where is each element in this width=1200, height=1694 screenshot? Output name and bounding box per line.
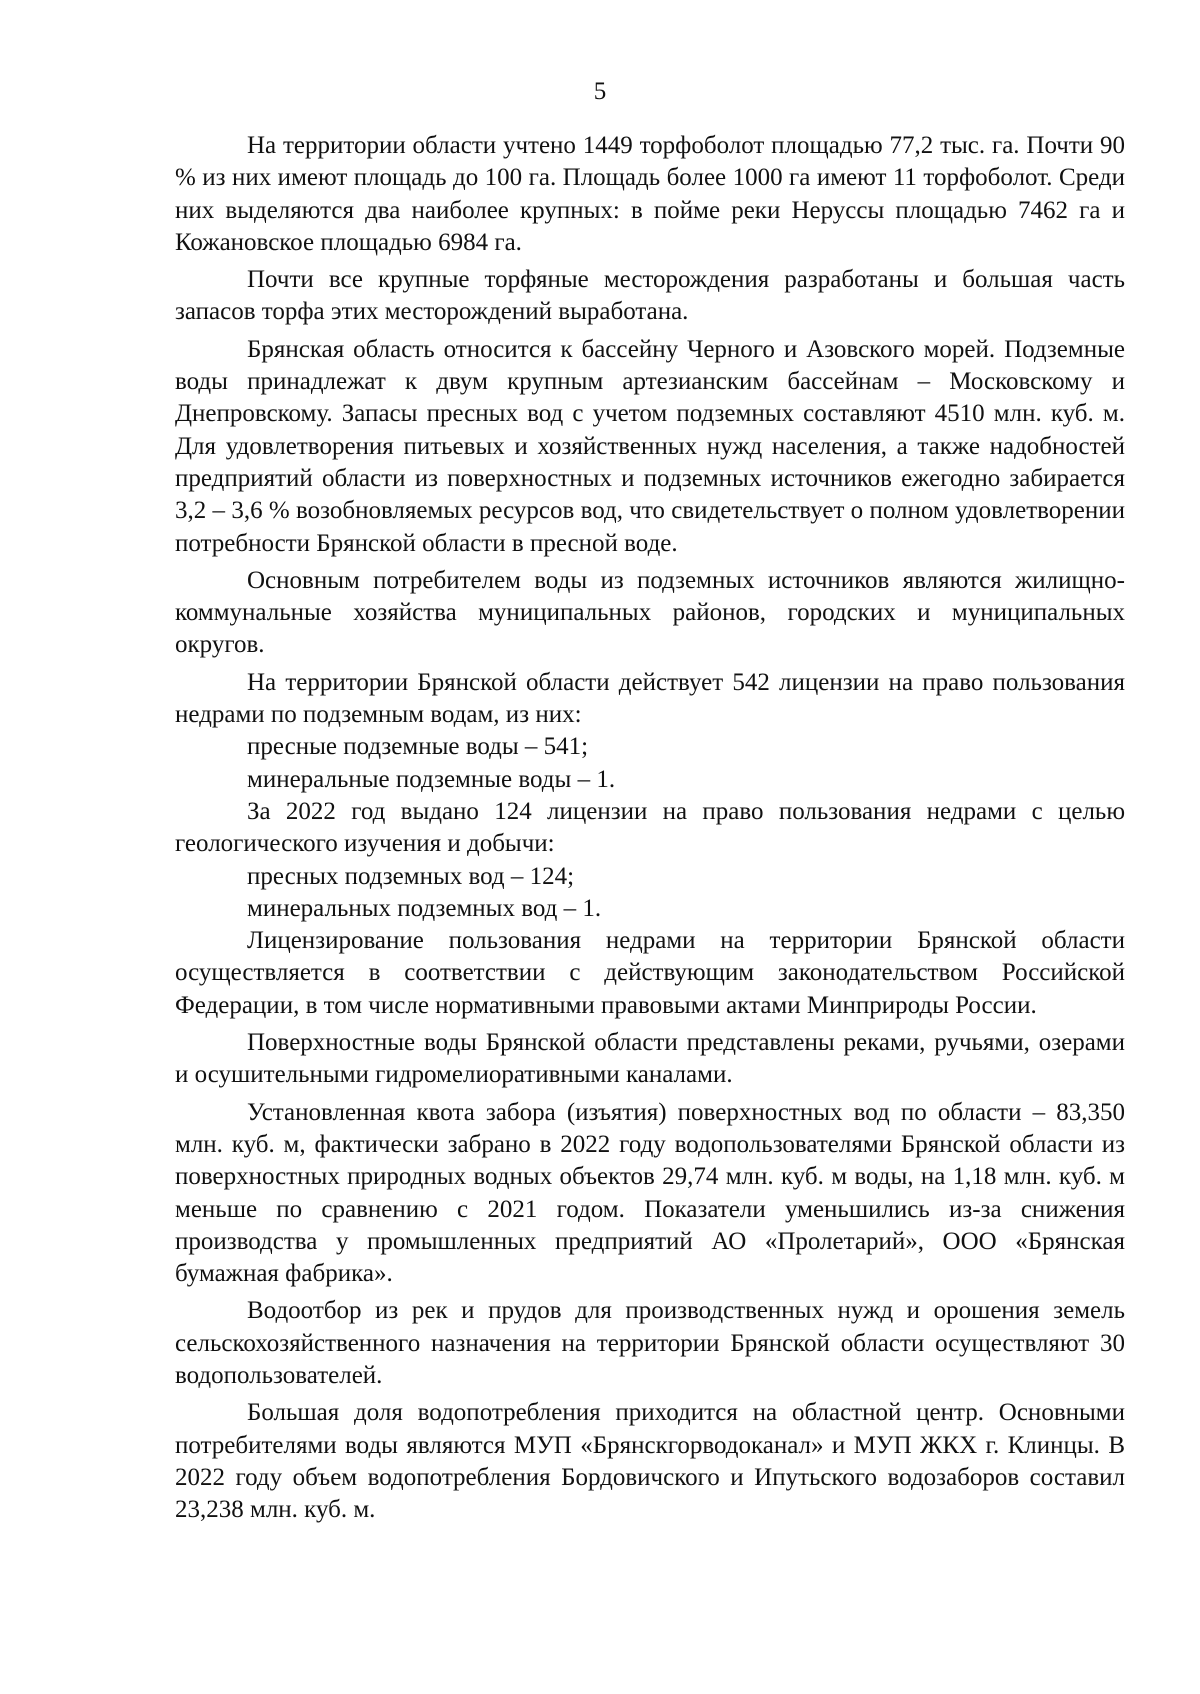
paragraph-peat-deposits: Почти все крупные торфяные месторождения разработаны и большая часть запасов торфа этих месторождений выработана. — [175, 266, 1125, 326]
paragraph-licenses-2022: За 2022 год выдано 124 лицензии на право пользования недрами с целью геологического изучения и добычи: — [175, 797, 1125, 858]
list-item: минеральных подземных вод – 1. — [247, 894, 602, 922]
list-item: минеральные подземные воды – 1. — [247, 765, 616, 793]
paragraph-water-quota: Установленная квота забора (изъятия) поверхностных вод по области – 83,350 млн. куб. м, фактически забрано в 2022 году водопользователями Брянской области из поверхностных природных водных объектов 29,74 млн. куб. м воды, на 1,18 млн. куб. м меньше по сравнению с 2021 годом. Показатели уменьшились из-за снижения производства у промышленных предприятий АО «Пролетарий», ООО «Брянская бумажная фабрика». — [175, 1098, 1125, 1288]
paragraph-water-basins: Брянская область относится к бассейну Черного и Азовского морей. Подземные воды принадлежат к двум крупным артезианским бассейнам – Московскому и Днепровскому. Запасы пресных вод с учетом подземных составляют 4510 млн. куб. м. Для удовлетворения питьевых и хозяйственных нужд населения, а также надобностей предприятий области из поверхностных и подземных источников ежегодно забирается 3,2 – 3,6 % возобновляемых ресурсов вод, что свидетельствует о полном удовлетворении потребности Брянской области в пресной воде. — [175, 335, 1125, 557]
list-item: пресных подземных вод – 124; — [247, 862, 575, 890]
paragraph-surface-waters: Поверхностные воды Брянской области представлены реками, ручьями, озерами и осушительными гидромелиоративными каналами. — [175, 1029, 1125, 1089]
list-item: пресные подземные воды – 541; — [247, 733, 589, 761]
document-body — [175, 130, 1125, 1531]
paragraph-peat-bogs: На территории области учтено 1449 торфоболот площадью 77,2 тыс. га. Почти 90 % из них имеют площадь до 100 га. Площадь более 1000 га имеют 11 торфоболот. Среди них выделяются два наиболее крупных: в пойме реки Неруссы площадью 7462 га и Кожановское площадью 6984 га. — [175, 132, 1125, 256]
paragraph-water-consumption: Большая доля водопотребления приходится на областной центр. Основными потребителями воды являются МУП «Брянскгорводоканал» и МУП ЖКХ г. Клинцы. В 2022 году объем водопотребления Бордовичского и Ипутьского водозаборов составил 23,238 млн. куб. м. — [175, 1399, 1125, 1524]
paragraph-water-withdrawal: Водоотбор из рек и прудов для производственных нужд и орошения земель сельскохозяйственного назначения на территории Брянской области осуществляют 30 водопользователей. — [175, 1297, 1125, 1389]
paragraph-licensing-law: Лицензирование пользования недрами на территории Брянской области осуществляется в соответствии с действующим законодательством Российской Федерации, в том числе нормативными правовыми актами Минприроды России. — [175, 927, 1125, 1019]
paragraph-licenses: На территории Брянской области действует 542 лицензии на право пользования недрами по подземным водам, из них: — [175, 668, 1125, 729]
paragraph-groundwater-consumers: Основным потребителем воды из подземных источников являются жилищно-коммунальные хозяйства муниципальных районов, городских и муниципальных округов. — [175, 566, 1125, 659]
page-number: 5 — [593, 78, 607, 105]
